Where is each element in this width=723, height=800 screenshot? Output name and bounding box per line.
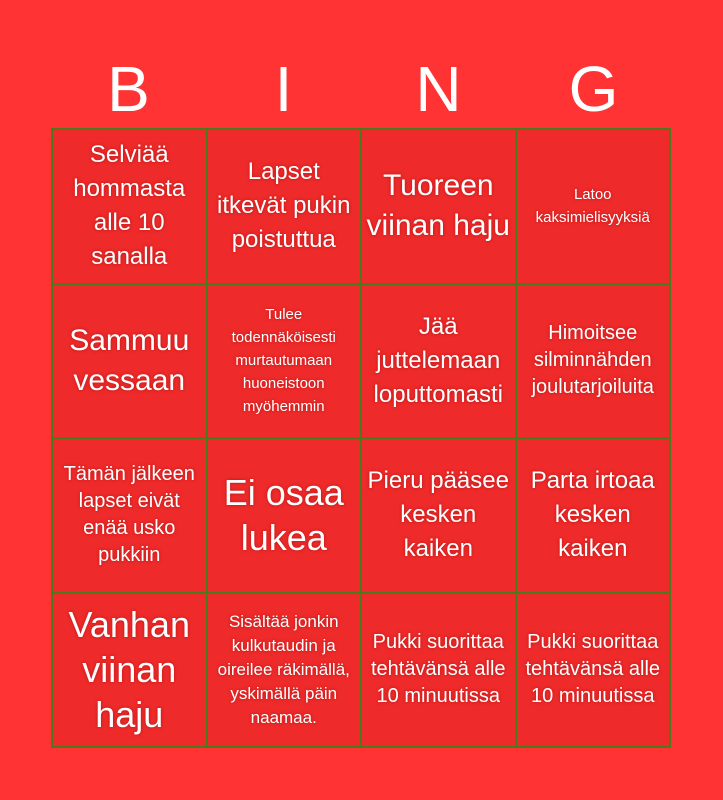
bingo-cell-r4c4[interactable] xyxy=(516,593,671,748)
header-letter-b: B xyxy=(107,53,150,125)
bingo-cell-r3c1[interactable] xyxy=(52,438,207,593)
bingo-cell-r2c3[interactable] xyxy=(361,284,516,439)
cell-text: Sisältää jonkin kulkutaudin ja oireilee räkimällä, yskimällä päin naamaa. xyxy=(217,611,350,727)
bingo-cell-r1c2[interactable] xyxy=(207,129,362,284)
bingo-cell-r2c1[interactable] xyxy=(52,284,207,439)
bingo-cell-r4c3[interactable] xyxy=(361,593,516,748)
cell-text: Lapset itkevät pukin poistuttua xyxy=(217,158,351,254)
cell-text: Ei osaa lukea xyxy=(223,472,344,559)
bingo-cell-r3c2[interactable] xyxy=(207,438,362,593)
cell-text: Selviää hommasta alle 10 sanalla xyxy=(73,141,186,271)
cell-text: Parta irtoaa kesken kaiken xyxy=(530,467,655,563)
cell-text: Pukki suorittaa tehtävänsä alle 10 minuutissa xyxy=(370,631,506,708)
cell-text: Pukki suorittaa tehtävänsä alle 10 minuutissa xyxy=(525,631,661,708)
bingo-cell-r4c2[interactable] xyxy=(207,593,362,748)
bingo-cell-r1c3[interactable] xyxy=(361,129,516,284)
cell-text: Tulee todennäköisesti murtautumaan huoneistoon myöhemmin xyxy=(231,306,336,416)
cell-text: Sammuu vessaan xyxy=(69,323,190,397)
bingo-cell-r1c4[interactable] xyxy=(516,129,671,284)
cell-text: Vanhan viinan haju xyxy=(68,604,190,736)
cell-text: Tuoreen viinan haju xyxy=(366,169,510,243)
bingo-cell-r2c4[interactable] xyxy=(516,284,671,439)
cell-text: Pieru pääsee kesken kaiken xyxy=(367,467,509,563)
bingo-board xyxy=(51,128,671,748)
bingo-cell-r3c4[interactable] xyxy=(516,438,671,593)
cell-text: Latoo kaksimielisyyksiä xyxy=(535,186,650,227)
bingo-cell-r4c1[interactable] xyxy=(52,593,207,748)
cell-text: Tämän jälkeen lapset eivät enää usko pukkiin xyxy=(63,463,195,567)
header-letter-g: G xyxy=(568,53,619,125)
bingo-cell-r1c1[interactable] xyxy=(52,129,207,284)
bingo-header xyxy=(51,50,671,128)
cell-text: Jää juttelemaan loputtomasti xyxy=(373,312,503,408)
cell-text: Himoitsee silminnähden joulutarjoiluita xyxy=(531,322,654,399)
header-letter-i: I xyxy=(274,53,293,125)
header-letter-n: N xyxy=(415,53,462,125)
bingo-cell-r2c2[interactable] xyxy=(207,284,362,439)
bingo-cell-r3c3[interactable] xyxy=(361,438,516,593)
